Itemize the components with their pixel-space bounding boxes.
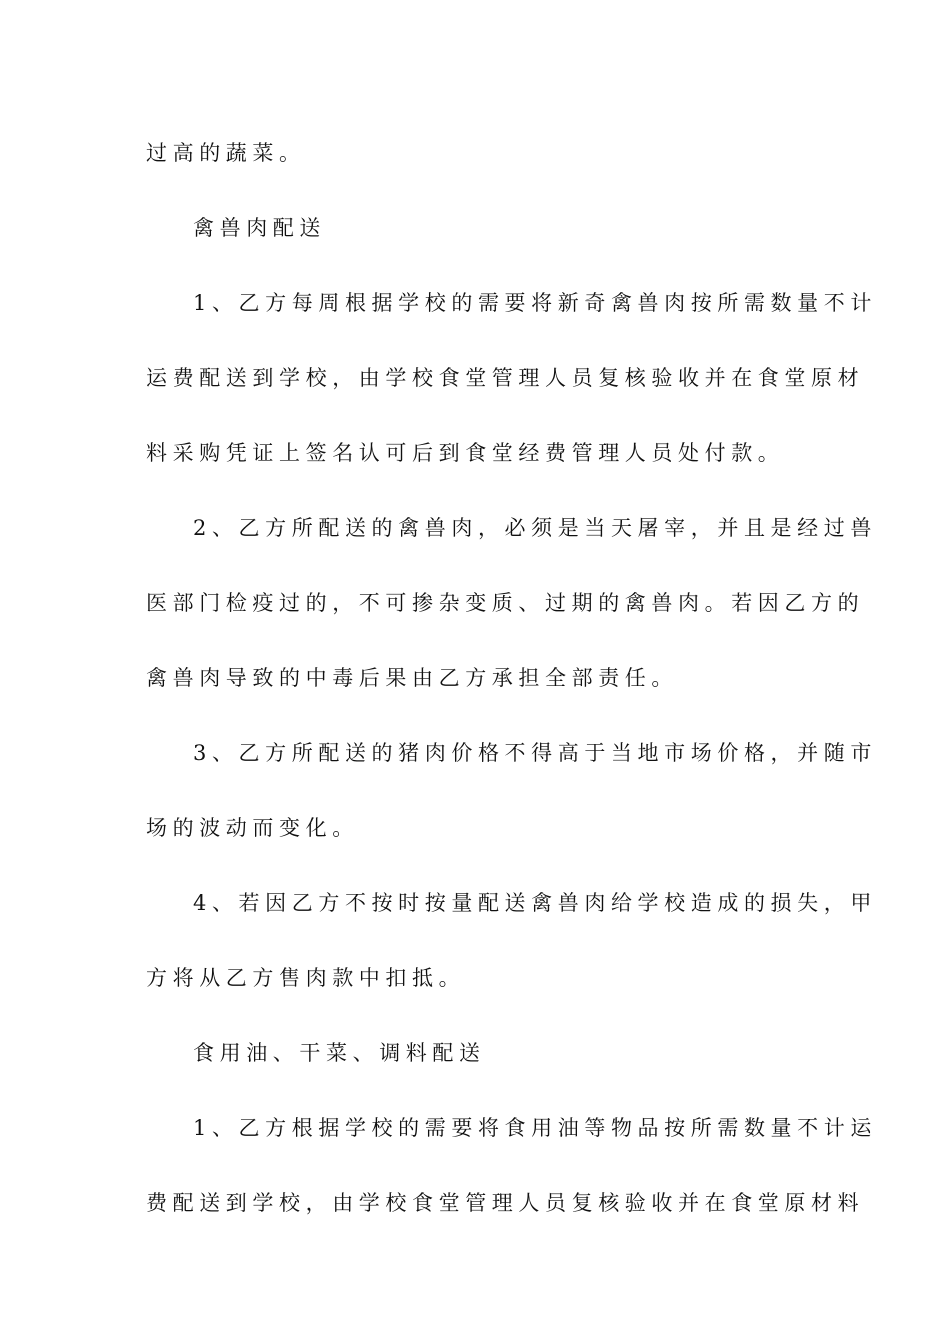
text-line-8: 禽兽肉导致的中毒后果由乙方承担全部责任。	[146, 666, 678, 690]
text-line-4: 运费配送到学校，由学校食堂管理人员复核验收并在食堂原材	[146, 366, 865, 390]
text-line-10: 场的波动而变化。	[146, 816, 359, 840]
text-line-6: 2、乙方所配送的禽兽肉，必须是当天屠宰，并且是经过兽	[193, 516, 877, 540]
text-line-11: 4、若因乙方不按时按量配送禽兽肉给学校造成的损失，甲	[193, 891, 877, 915]
text-line-15: 费配送到学校，由学校食堂管理人员复核验收并在食堂原材料	[146, 1191, 865, 1215]
text-line-12: 方将从乙方售肉款中扣抵。	[146, 966, 466, 990]
text-line-3: 1、乙方每周根据学校的需要将新奇禽兽肉按所需数量不计	[193, 291, 877, 315]
text-line-1: 过高的蔬菜。	[146, 141, 306, 165]
section-heading-oil-dried-vegetables-seasoning: 食用油、干菜、调料配送	[193, 1041, 486, 1065]
section-heading-poultry-meat: 禽兽肉配送	[193, 216, 326, 240]
text-line-14: 1、乙方根据学校的需要将食用油等物品按所需数量不计运	[193, 1116, 877, 1140]
text-line-5: 料采购凭证上签名认可后到食堂经费管理人员处付款。	[146, 441, 785, 465]
text-line-9: 3、乙方所配送的猪肉价格不得高于当地市场价格，并随市	[193, 741, 877, 765]
text-line-7: 医部门检疫过的，不可掺杂变质、过期的禽兽肉。若因乙方的	[146, 591, 865, 615]
